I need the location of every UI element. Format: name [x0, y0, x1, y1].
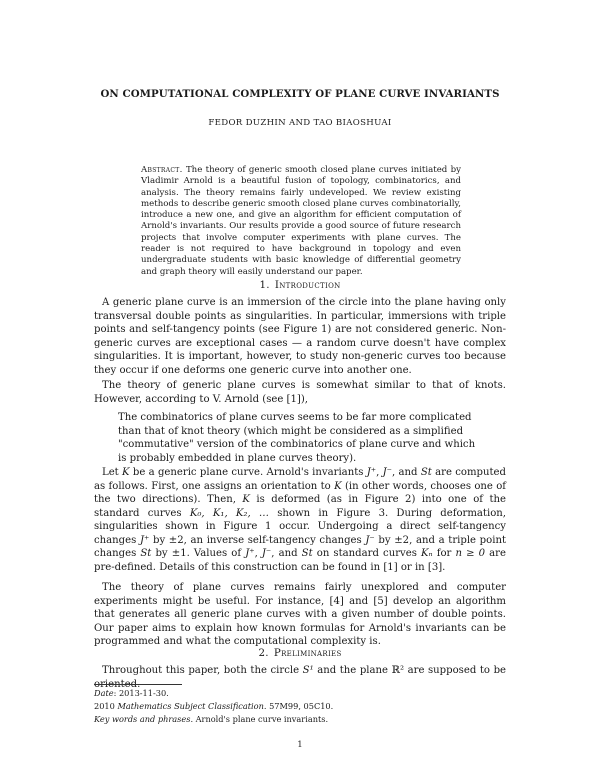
p3-t11: , and — [271, 548, 302, 559]
p3-t12: on standard curves — [312, 548, 421, 559]
p5-t3: are supposed to be oriented. — [94, 665, 507, 690]
p3-t3: , and — [392, 467, 421, 478]
math-St: St — [301, 548, 313, 559]
section-heading-preliminaries — [0, 647, 600, 659]
p3-t8: by ±2, an inverse self-tangency changes — [149, 534, 366, 546]
p3-t9: by ±2, and a triple point changes — [94, 534, 507, 559]
footnote-msc — [94, 701, 514, 712]
p3-t2: be a generic plane curve. Arnold's invariants — [129, 467, 367, 478]
footnote-keywords-value: . Arnold's plane curve invariants. — [190, 714, 329, 724]
paragraph-3 — [94, 466, 506, 574]
page-number: 1 — [297, 740, 303, 750]
math-n-condition: n ≥ 0 — [455, 548, 486, 559]
p3-t7: shown in Figure 3. During deformation, singularities shown in Figure 1 occur. Undergoing a direct self-tangency changes — [94, 507, 507, 546]
math-J-plus: J⁺ — [245, 548, 255, 559]
paragraph-4 — [94, 581, 506, 649]
paragraph-4-text: The theory of plane curves remains fairly unexplored and computer experiments might be useful. For instance, [4] and [5] develop an algorithm that generates all generic plane curves with a given number of double points. Our paper aims to explain how known formulas for Arnold's invariants can be programmed and what the computational complexity is. — [94, 582, 506, 647]
footnote-keywords-label: Key words and phrases — [94, 714, 191, 724]
math-S1: S¹ — [302, 665, 314, 676]
math-St: St — [140, 548, 152, 559]
arnold-quote: The combinatorics of plane curves seems to be far more complicated than that of knot theory (which might be considered as a simplified "commutative" version of the combinatorics of plane curve and which is probably embedded in plane curves theory). — [118, 412, 476, 464]
math-J-minus: J⁻ — [382, 467, 393, 478]
section-heading-introduction — [0, 279, 600, 291]
paper-authors: FEDOR DUZHIN AND TAO BIAOSHUAI — [208, 118, 392, 128]
abstract-text: The theory of generic smooth closed plane curves initiated by Vladimir Arnold is a beautiful fusion of topology, combinatorics, and analysis. The theory remains fairly undeveloped. We review existing methods to describe generic smooth closed plane curves combinatorially, introduce a new one, and give an algorithm for efficient computation of Arnold's invariants. Our results provide a good source of future research projects that involve computer experiments with plane curves. The reader is not required to have background in topology and even undergraduate students with basic knowledge of differential geometry and graph theory will easily understand our paper. — [141, 165, 461, 277]
abstract-label: Abstract. — [141, 165, 183, 175]
section-title: Introduction — [274, 279, 341, 291]
paragraph-1 — [94, 296, 506, 377]
math-K-n: Kₙ — [420, 548, 433, 559]
math-J-minus: J⁻ — [261, 548, 272, 559]
paragraph-2-text: The theory of generic plane curves is somewhat similar to that of knots. However, according to V. Arnold (see [1]), — [94, 380, 506, 405]
section-number: 1. — [259, 279, 270, 291]
p3-t6: is deformed (as in Figure 2) into one of the standard curves — [94, 494, 506, 519]
math-J-minus: J⁻ — [365, 534, 375, 546]
paragraph-2 — [94, 379, 506, 406]
section-number: 2. — [258, 647, 269, 659]
math-K-sequence: K₀, K₁, K₂, … — [189, 507, 270, 519]
math-St: St — [420, 467, 432, 478]
footnote-msc-value: . 57M99, 05C10. — [263, 701, 334, 711]
math-K: K — [242, 494, 250, 505]
paper-title: ON COMPUTATIONAL COMPLEXITY OF PLANE CURVE INVARIANTS — [100, 88, 500, 100]
footnote-date-label: Date — [94, 688, 114, 698]
math-R2: ℝ² — [391, 665, 405, 676]
footnote-keywords — [94, 714, 514, 725]
p3-t5: (in other words, chooses one of the two directions). Then, — [94, 480, 507, 505]
abstract — [141, 165, 461, 278]
p3-t13: for — [432, 548, 456, 559]
math-K: K — [334, 480, 342, 492]
math-K: K — [122, 467, 130, 478]
section-title: Preliminaries — [273, 647, 342, 659]
footnote-date-value: : 2013-11-30. — [113, 688, 169, 698]
p3-t14: are pre-defined. Details of this construction can be found in [1] or in [3]. — [94, 548, 506, 573]
p5-t2: and the plane — [313, 665, 392, 676]
p3-t1: Let — [102, 467, 123, 478]
p5-t1: Throughout this paper, both the circle — [102, 665, 303, 676]
paragraph-1-text: A generic plane curve is an immersion of the circle into the plane having only transversal double points as singularities. In particular, immersions with triple points and self-tangency points (see Figure 1) are not considered generic. Non-generic curves are exceptional cases — a random curve doesn't have complex singularities. It is important, however, to study non-generic curves too because they occur if one deforms one generic curve into another one. — [94, 297, 506, 376]
p3-t4: are computed as follows. First, one assigns an orientation to — [94, 467, 506, 492]
footnote-date — [94, 688, 514, 699]
math-J-plus: J⁺ — [139, 534, 150, 546]
footnote-rule — [94, 684, 182, 685]
p3-sep1: , — [376, 467, 383, 478]
p3-sep2: , — [254, 548, 262, 559]
p3-t10: by ±1. Values of — [151, 548, 246, 559]
footnote-msc-prefix: 2010 — [94, 701, 118, 711]
paragraph-5 — [94, 664, 506, 691]
footnote-msc-label: Mathematics Subject Classification — [117, 701, 264, 711]
math-J-plus: J⁺ — [366, 467, 377, 478]
